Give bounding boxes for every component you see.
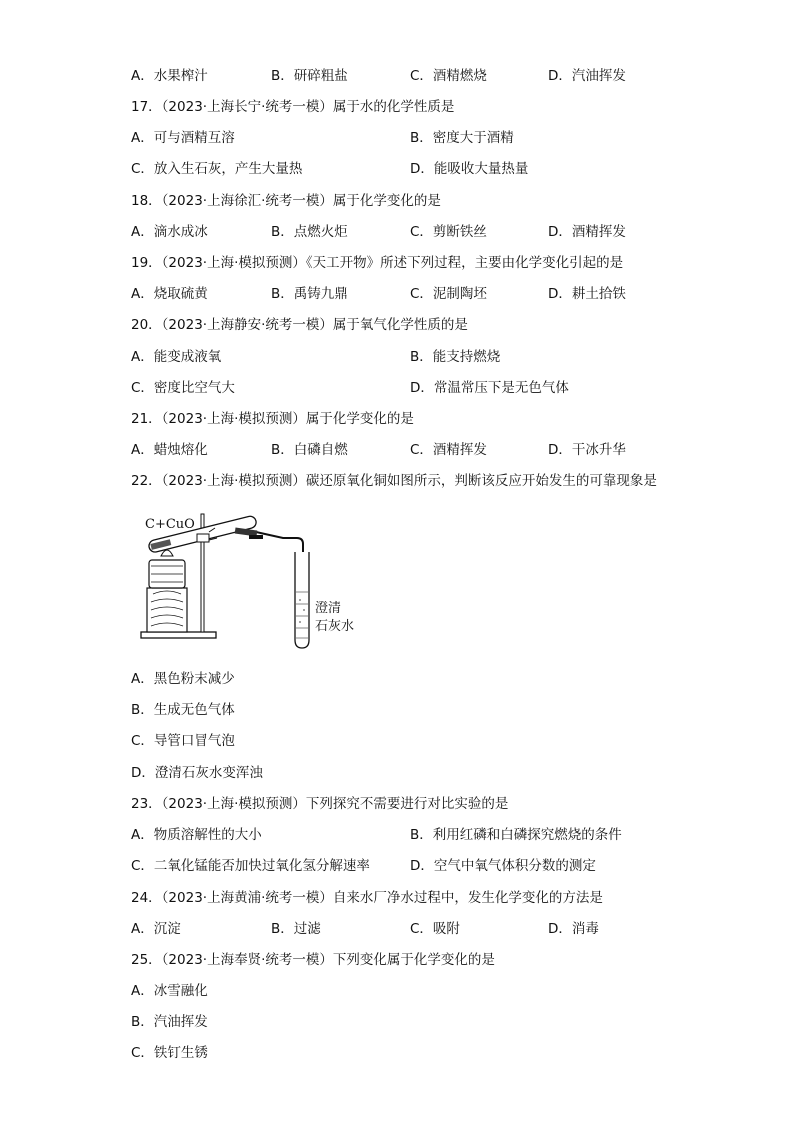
q20-option-b: B．能支持燃烧 bbox=[410, 349, 501, 365]
limewater-tube bbox=[295, 552, 309, 648]
limewater-label-line1: 澄清 bbox=[315, 601, 342, 616]
stand-clamp bbox=[197, 534, 209, 542]
q23-stem: 23．（2023·上海·模拟预测）下列探究不需要进行对比实验的是 bbox=[131, 796, 509, 812]
q21-stem: 21．（2023·上海·模拟预测）属于化学变化的是 bbox=[131, 411, 414, 427]
reactant-label: C+CuO bbox=[145, 517, 195, 532]
q24-stem: 24．（2023·上海黄浦·统考一模）自来水厂净水过程中，发生化学变化的方法是 bbox=[131, 890, 603, 906]
q25-option-b: B．汽油挥发 bbox=[131, 1014, 208, 1030]
rubber-joint bbox=[249, 535, 263, 539]
q16-option-c: C．酒精燃烧 bbox=[410, 68, 487, 84]
q24-option-a: A．沉淀 bbox=[131, 921, 181, 937]
q24-option-c: C．吸附 bbox=[410, 921, 460, 937]
q17-option-b: B．密度大于酒精 bbox=[410, 130, 514, 146]
q16-option-d: D．汽油挥发 bbox=[548, 68, 626, 84]
q19-option-b: B．禹铸九鼎 bbox=[271, 286, 348, 302]
limewater-label-line2: 石灰水 bbox=[315, 619, 355, 634]
q23-option-c: C．二氧化锰能否加快过氧化氢分解速率 bbox=[131, 858, 370, 874]
q17-option-a: A．可与酒精互溶 bbox=[131, 130, 235, 146]
q23-option-d: D．空气中氧气体积分数的测定 bbox=[410, 858, 596, 874]
q17-option-d: D．能吸收大量热量 bbox=[410, 161, 529, 177]
q21-option-c: C．酒精挥发 bbox=[410, 442, 487, 458]
q19-option-c: C．泥制陶坯 bbox=[410, 286, 487, 302]
q23-option-a: A．物质溶解性的大小 bbox=[131, 827, 262, 843]
q17-stem: 17．（2023·上海长宁·统考一模）属于水的化学性质是 bbox=[131, 99, 455, 115]
q16-option-b: B．研碎粗盐 bbox=[271, 68, 348, 84]
q18-option-a: A．滴水成冰 bbox=[131, 224, 208, 240]
q16-option-a: A．水果榨汁 bbox=[131, 68, 208, 84]
q22-option-b: B．生成无色气体 bbox=[131, 702, 235, 718]
q22-option-c: C．导管口冒气泡 bbox=[131, 733, 235, 749]
q24-option-d: D．消毒 bbox=[548, 921, 599, 937]
q18-stem: 18．（2023·上海徐汇·统考一模）属于化学变化的是 bbox=[131, 193, 441, 209]
q20-stem: 20．（2023·上海静安·统考一模）属于氧气化学性质的是 bbox=[131, 317, 468, 333]
q25-stem: 25．（2023·上海奉贤·统考一模）下列变化属于化学变化的是 bbox=[131, 952, 495, 968]
q17-option-c: C．放入生石灰，产生大量热 bbox=[131, 161, 303, 177]
q21-option-a: A．蜡烛熔化 bbox=[131, 442, 208, 458]
q21-option-b: B．白磷自燃 bbox=[271, 442, 348, 458]
q18-option-d: D．酒精挥发 bbox=[548, 224, 626, 240]
stand-base bbox=[141, 632, 216, 638]
q21-option-d: D．干冰升华 bbox=[548, 442, 626, 458]
q20-option-a: A．能变成液氧 bbox=[131, 349, 222, 365]
q19-option-a: A．烧取硫黄 bbox=[131, 286, 208, 302]
q25-option-a: A．冰雪融化 bbox=[131, 983, 208, 999]
q20-option-d: D．常温常压下是无色气体 bbox=[410, 380, 569, 396]
q19-option-d: D．耕土拾铁 bbox=[548, 286, 626, 302]
q25-option-c: C．铁钉生锈 bbox=[131, 1045, 208, 1061]
q18-option-b: B．点燃火炬 bbox=[271, 224, 348, 240]
q24-option-b: B．过滤 bbox=[271, 921, 321, 937]
apparatus-figure bbox=[131, 508, 361, 658]
q19-stem: 19．（2023·上海·模拟预测）《天工开物》所述下列过程，主要由化学变化引起的是 bbox=[131, 255, 624, 271]
q18-option-c: C．剪断铁丝 bbox=[410, 224, 487, 240]
q22-option-a: A．黑色粉末减少 bbox=[131, 671, 235, 687]
q22-option-d: D．澄清石灰水变浑浊 bbox=[131, 765, 263, 781]
q22-stem: 22．（2023·上海·模拟预测）碳还原氧化铜如图所示，判断该反应开始发生的可靠现象是 bbox=[131, 473, 657, 489]
q20-option-c: C．密度比空气大 bbox=[131, 380, 235, 396]
q23-option-b: B．利用红磷和白磷探究燃烧的条件 bbox=[410, 827, 622, 843]
